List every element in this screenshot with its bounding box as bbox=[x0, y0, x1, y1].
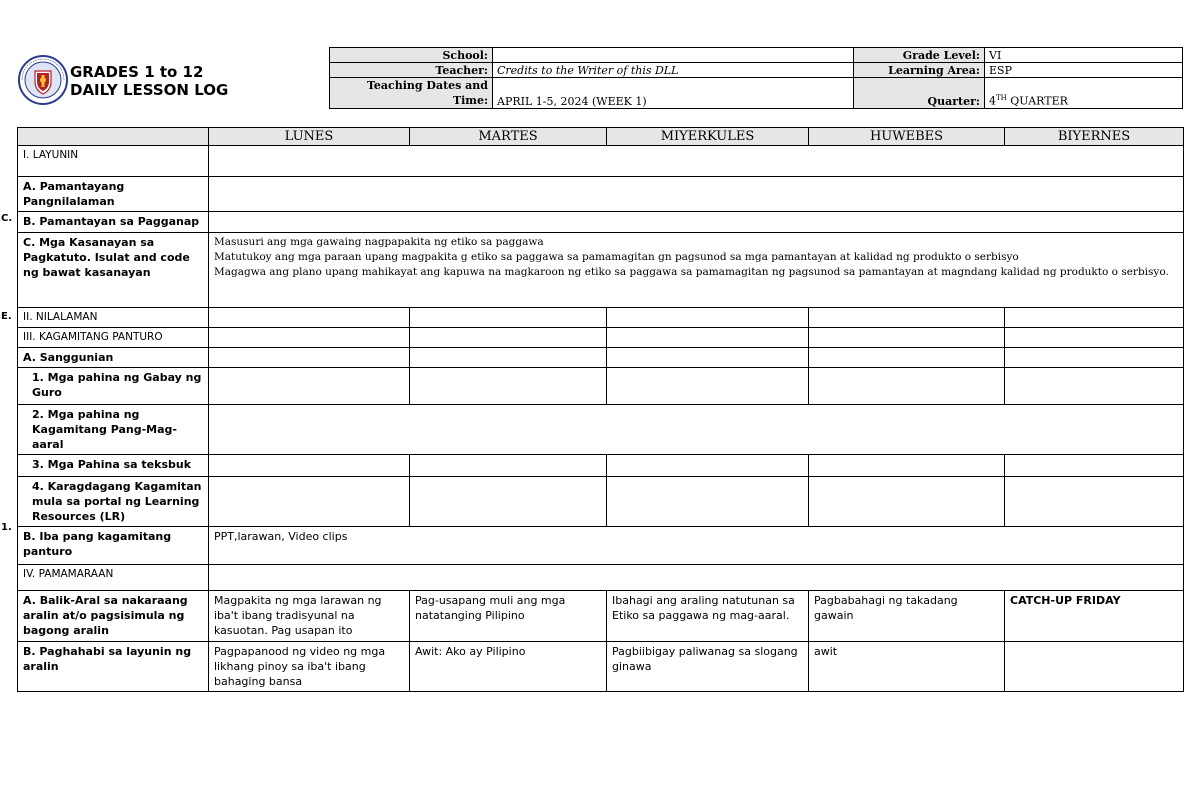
cell-empty bbox=[809, 477, 1005, 527]
quarter-suffix: TH bbox=[996, 94, 1007, 103]
learning-area-value: ESP bbox=[985, 63, 1183, 78]
cell-empty bbox=[1005, 328, 1184, 348]
corner-cell bbox=[18, 128, 209, 146]
quarter-word: QUARTER bbox=[1006, 95, 1068, 108]
header-info-table bbox=[329, 47, 1183, 109]
teacher-label: Teacher: bbox=[330, 63, 493, 78]
quarter-value bbox=[985, 78, 1183, 109]
row-label-karagdagang-kagamitan: 4. Karagdagang Kagamitan mula sa portal ng Learning Resources (LR) bbox=[18, 477, 209, 527]
cell-empty bbox=[410, 368, 607, 405]
balik-aral-martes: Pag-usapang muli ang mga natatanging Pilipino bbox=[410, 591, 607, 642]
row-label-iba-pang-kagamitan: B. Iba pang kagamitang panturo bbox=[18, 527, 209, 565]
cell-empty bbox=[410, 308, 607, 328]
cell-empty bbox=[209, 308, 410, 328]
table-row bbox=[18, 368, 1184, 405]
day-header-martes: MARTES bbox=[410, 128, 607, 146]
paghahabi-biyernes bbox=[1005, 642, 1184, 692]
cell-empty bbox=[809, 348, 1005, 368]
cell-empty bbox=[209, 348, 410, 368]
row-label-paghahabi: B. Paghahabi sa layunin ng aralin bbox=[18, 642, 209, 692]
day-header-lunes: LUNES bbox=[209, 128, 410, 146]
table-row bbox=[18, 233, 1184, 308]
table-row bbox=[18, 177, 1184, 212]
balik-aral-lunes: Magpakita ng mga larawan ng iba't ibang tradisyunal na kasuotan. Pag usapan ito bbox=[209, 591, 410, 642]
table-row bbox=[18, 212, 1184, 233]
side-marker-e: E. bbox=[1, 311, 12, 322]
table-row bbox=[18, 348, 1184, 368]
cell-empty bbox=[809, 308, 1005, 328]
table-row bbox=[18, 477, 1184, 527]
objective-line: Magagwa ang plano upang mahikayat ang kapuwa na magkaroon ng etiko sa paggawa sa pamamagitan ng pagsunod sa pamantayan at magndang kalidad ng produkto o serbisyo. bbox=[214, 266, 1169, 278]
paghahabi-huwebes: awit bbox=[809, 642, 1005, 692]
cell-empty bbox=[809, 328, 1005, 348]
day-header-miyerkules: MIYERKULES bbox=[607, 128, 809, 146]
quarter-label: Quarter: bbox=[854, 78, 985, 109]
table-row bbox=[18, 405, 1184, 455]
objective-line: Masusuri ang mga gawaing nagpapakita ng etiko sa paggawa bbox=[214, 236, 544, 248]
row-label-kagamitang-panturo: III. KAGAMITANG PANTURO bbox=[18, 328, 209, 348]
cell-empty bbox=[209, 328, 410, 348]
cell-empty bbox=[410, 348, 607, 368]
title-line-2: DAILY LESSON LOG bbox=[70, 81, 229, 99]
learning-area-label: Learning Area: bbox=[854, 63, 985, 78]
paghahabi-martes: Awit: Ako ay Pilipino bbox=[410, 642, 607, 692]
table-row bbox=[18, 527, 1184, 565]
teacher-value: Credits to the Writer of this DLL bbox=[493, 63, 854, 78]
cell-empty bbox=[809, 368, 1005, 405]
grade-level-label: Grade Level: bbox=[854, 48, 985, 63]
cell-empty bbox=[607, 328, 809, 348]
kasanayan-objectives bbox=[209, 233, 1184, 308]
cell-empty bbox=[209, 405, 1184, 455]
row-label-sanggunian: A. Sanggunian bbox=[18, 348, 209, 368]
row-label-kagamitang-mag-aaral: 2. Mga pahina ng Kagamitang Pang-Mag-aaral bbox=[18, 405, 209, 455]
balik-aral-biyernes: CATCH-UP FRIDAY bbox=[1005, 591, 1184, 642]
table-row bbox=[18, 328, 1184, 348]
day-header-row bbox=[18, 128, 1184, 146]
row-label-teksbuk: 3. Mga Pahina sa teksbuk bbox=[18, 455, 209, 477]
table-row bbox=[18, 565, 1184, 591]
cell-empty bbox=[410, 477, 607, 527]
lesson-log-table bbox=[17, 127, 1184, 692]
row-label-balik-aral: A. Balik-Aral sa nakaraang aralin at/o pagsisimula ng bagong aralin bbox=[18, 591, 209, 642]
cell-empty bbox=[209, 146, 1184, 177]
school-label: School: bbox=[330, 48, 493, 63]
cell-empty bbox=[607, 348, 809, 368]
teaching-dates-value: APRIL 1-5, 2024 (WEEK 1) bbox=[493, 78, 854, 109]
side-marker-1: 1. bbox=[1, 522, 12, 533]
title-line-1: GRADES 1 to 12 bbox=[70, 63, 204, 81]
paghahabi-lunes: Pagpapanood ng video ng mga likhang pinoy sa iba't ibang bahaging bansa bbox=[209, 642, 410, 692]
cell-empty bbox=[209, 455, 410, 477]
table-row bbox=[18, 146, 1184, 177]
cell-empty bbox=[809, 455, 1005, 477]
cell-empty bbox=[209, 477, 410, 527]
iba-pang-kagamitan-value: PPT,larawan, Video clips bbox=[209, 527, 1184, 565]
cell-empty bbox=[410, 328, 607, 348]
cell-empty bbox=[410, 455, 607, 477]
document-title bbox=[70, 63, 228, 99]
cell-empty bbox=[1005, 308, 1184, 328]
row-label-layunin: I. LAYUNIN bbox=[18, 146, 209, 177]
school-value bbox=[493, 48, 854, 63]
balik-aral-huwebes: Pagbabahagi ng takadang gawain bbox=[809, 591, 1005, 642]
row-label-pamamaraan: IV. PAMAMARAAN bbox=[18, 565, 209, 591]
cell-empty bbox=[1005, 477, 1184, 527]
side-marker-c: C. bbox=[1, 213, 13, 224]
day-header-huwebes: HUWEBES bbox=[809, 128, 1005, 146]
cell-empty bbox=[1005, 455, 1184, 477]
cell-empty bbox=[209, 177, 1184, 212]
deped-seal-logo bbox=[18, 55, 68, 105]
cell-empty bbox=[1005, 368, 1184, 405]
cell-empty bbox=[1005, 348, 1184, 368]
cell-empty bbox=[209, 368, 410, 405]
row-label-pamantayang-pangnilalaman: A. Pamantayang Pangnilalaman bbox=[18, 177, 209, 212]
cell-empty bbox=[209, 565, 1184, 591]
paghahabi-miyerkules: Pagbiibigay paliwanag sa slogang ginawa bbox=[607, 642, 809, 692]
table-row bbox=[18, 591, 1184, 642]
cell-empty bbox=[209, 212, 1184, 233]
balik-aral-miyerkules: Ibahagi ang araling natutunan sa Etiko sa paggawa ng mag-aaral. bbox=[607, 591, 809, 642]
table-row bbox=[18, 455, 1184, 477]
cell-empty bbox=[607, 368, 809, 405]
row-label-kasanayan: C. Mga Kasanayan sa Pagkatuto. Isulat and code ng bawat kasanayan bbox=[18, 233, 209, 308]
row-label-gabay-ng-guro: 1. Mga pahina ng Gabay ng Guro bbox=[18, 368, 209, 405]
table-row bbox=[18, 308, 1184, 328]
objective-line: Matutukoy ang mga paraan upang magpakita g etiko sa paggawa sa pamamagitan gn pagsunod sa mga pamantayan at kalidad ng produkto o serbisyo bbox=[214, 251, 1019, 263]
cell-empty bbox=[607, 308, 809, 328]
teaching-dates-label: Teaching Dates and Time: bbox=[330, 78, 493, 109]
row-label-nilalaman: II. NILALAMAN bbox=[18, 308, 209, 328]
quarter-number: 4 bbox=[989, 95, 996, 108]
cell-empty bbox=[607, 477, 809, 527]
day-header-biyernes: BIYERNES bbox=[1005, 128, 1184, 146]
cell-empty bbox=[607, 455, 809, 477]
grade-level-value: VI bbox=[985, 48, 1183, 63]
table-row bbox=[18, 642, 1184, 692]
row-label-pamantayan-sa-pagganap: B. Pamantayan sa Pagganap bbox=[18, 212, 209, 233]
